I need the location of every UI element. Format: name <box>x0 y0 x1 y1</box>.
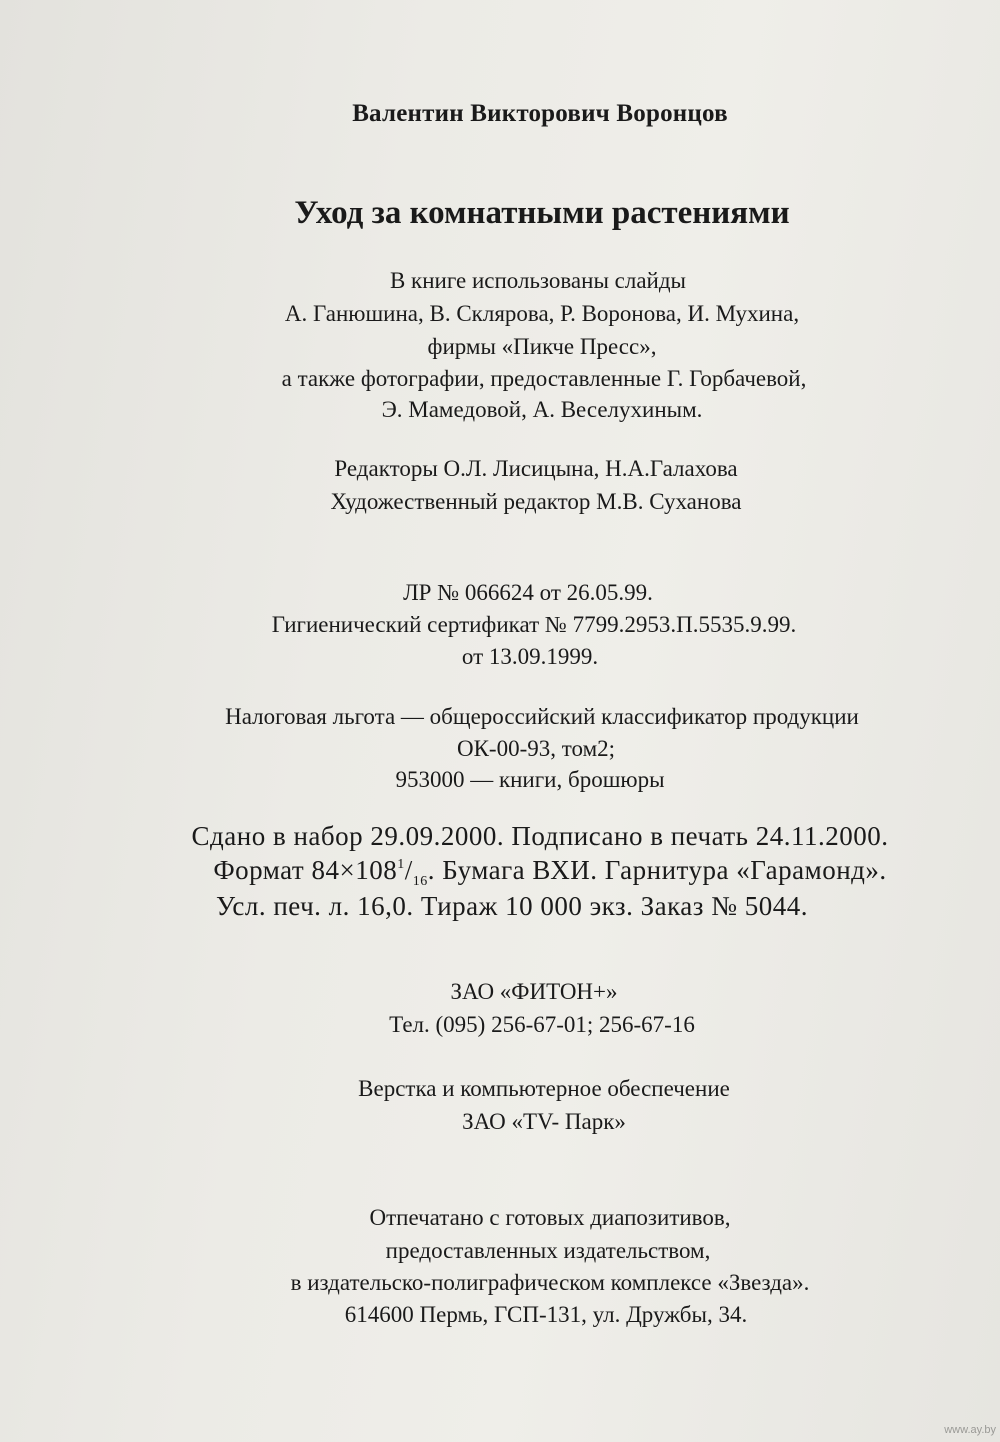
credits-line: А. Ганюшина, В. Склярова, Р. Воронова, И. Мухина, <box>284 301 800 326</box>
license-line: от 13.09.1999. <box>461 644 599 669</box>
author-name: Валентин Викторович Воронцов <box>352 100 728 127</box>
format-text: Формат 84×108 <box>213 855 398 885</box>
format-fraction-slash: / <box>404 855 413 885</box>
print-info-line: Сдано в набор 29.09.2000. Подписано в печать 24.11.2000. <box>191 821 889 851</box>
credits-line: Э. Мамедовой, А. Веселухиным. <box>381 397 703 422</box>
publisher-line: ЗАО «ФИТОН+» <box>450 979 618 1004</box>
credits-line: В книге использованы слайды <box>389 268 687 293</box>
layout-credit-line: ЗАО «TV- Парк» <box>462 1109 626 1134</box>
print-info-line <box>50 855 1000 889</box>
tax-line: 953000 — книги, брошюры <box>395 767 665 792</box>
book-title: Уход за комнатными растениями <box>294 195 790 231</box>
watermark-text: www.ay.by <box>944 1424 996 1436</box>
editors-line: Художественный редактор М.В. Суханова <box>330 489 742 514</box>
printing-line: в издательско-полиграфическом комплексе «Звезда». <box>290 1270 810 1295</box>
license-line: Гигиенический сертификат № 7799.2953.П.5535.9.99. <box>271 612 797 637</box>
printing-line: Отпечатано с готовых диапозитивов, <box>369 1205 731 1230</box>
credits-line: фирмы «Пикче Пресс», <box>427 334 657 359</box>
print-info-line: Усл. печ. л. 16,0. Тираж 10 000 экз. Заказ № 5044. <box>216 891 808 921</box>
publisher-line: Тел. (095) 256-67-01; 256-67-16 <box>389 1012 695 1037</box>
tax-line: Налоговая льгота — общероссийский классификатор продукции <box>225 704 859 729</box>
layout-credit-line: Верстка и компьютерное обеспечение <box>358 1076 730 1101</box>
editors-line: Редакторы О.Л. Лисицына, Н.А.Галахова <box>334 456 738 481</box>
printing-line: предоставленных издательством, <box>385 1238 711 1263</box>
credits-line: а также фотографии, предоставленные Г. Горбачевой, <box>281 366 807 391</box>
format-details-text: . Бумага ВХИ. Гарнитура «Гарамонд». <box>427 855 887 885</box>
format-fraction-numerator: 1 <box>397 857 405 872</box>
printing-line: 614600 Пермь, ГСП-131, ул. Дружбы, 34. <box>344 1302 748 1327</box>
format-fraction-denominator: 16 <box>412 874 428 889</box>
tax-line: ОК-00-93, том2; <box>456 736 616 761</box>
license-line: ЛР № 066624 от 26.05.99. <box>403 580 653 605</box>
